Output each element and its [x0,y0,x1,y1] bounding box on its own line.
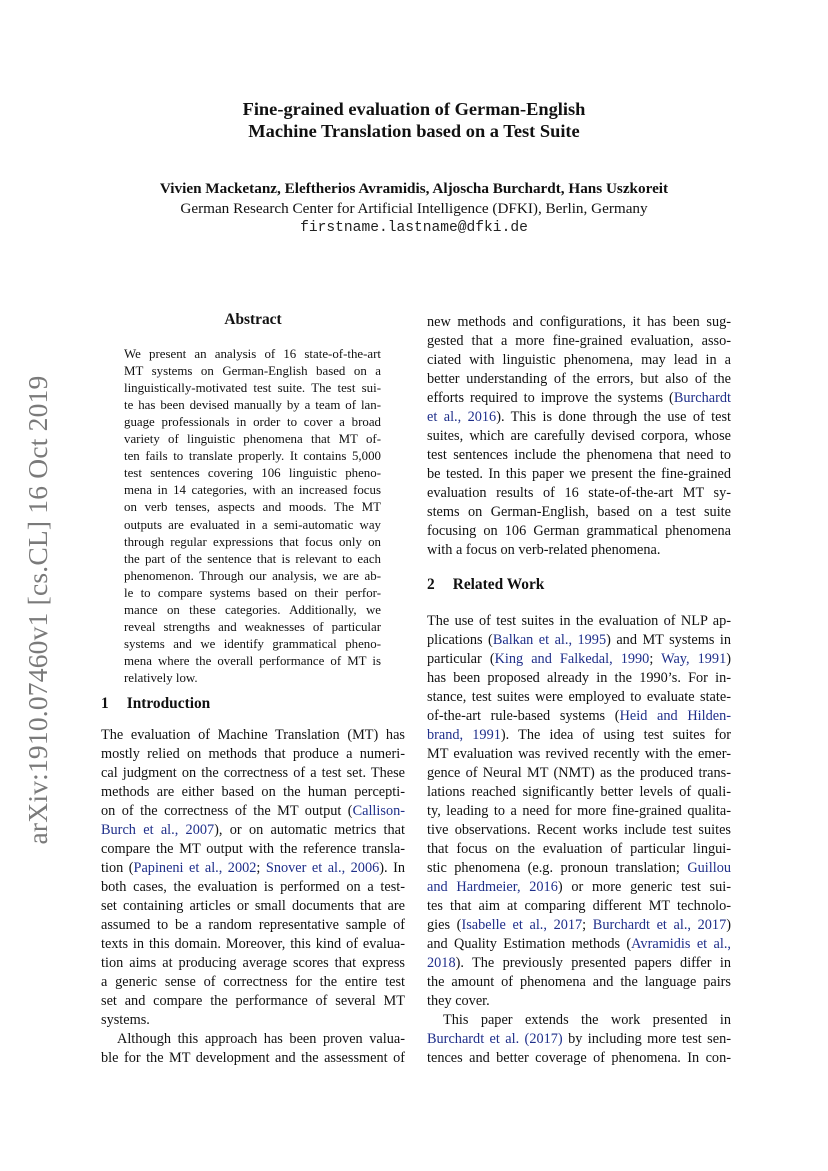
intro-line: both cases, the evaluation is performed on a test- [101,879,405,895]
intro-line: assumed to be a random representative sample of [101,917,405,933]
intro-line: focusing on 106 German grammatical phenomena [427,523,731,539]
citation-link[interactable]: brand, 1991 [427,727,501,743]
intro-line: efforts required to improve the systems (Burchardt [427,390,731,406]
intro-line: new methods and configurations, it has been sug- [427,314,731,330]
citation-link[interactable]: et al., 2016 [427,409,497,425]
related-line: 2018). The previously presented papers differ in [427,955,731,971]
intro-line: set containing articles or small documents that are [101,898,405,914]
related-line: tes that aim at comparing different MT technolo- [427,898,731,914]
related-line: Burchardt et al. (2017) by including more test sen- [427,1031,731,1047]
related-line: MT evaluation was revived recently with the emer- [427,746,731,762]
related-line: gies (Isabelle et al., 2017; Burchardt et al., 2017) [427,917,731,933]
section-1-number: 1 [101,695,109,712]
affiliation: German Research Center for Artificial Intelligence (DFKI), Berlin, Germany [180,200,648,217]
citation-link[interactable]: King and Falkedal, 1990 [494,651,650,667]
abstract-line: guage professionals in order to cover a broad [124,415,381,430]
abstract-line: systems and we identify grammatical pheno- [124,636,381,651]
paper-title-line-1: Fine-grained evaluation of German-English [242,99,586,119]
related-line: the amount of phenomena and the language pairs [427,974,731,990]
related-line: gence of Neural MT (NMT) as the produced trans- [427,765,731,781]
intro-line: a generic sense of correctness for the entire test [101,974,405,990]
related-line: that focus on the evaluation of particular lingui- [427,841,731,857]
intro-line: mostly relied on methods that produce a numeri- [101,746,405,762]
abstract-line: We present an analysis of 16 state-of-the-art [124,347,381,361]
abstract-line: variety of linguistic phenomena that MT of- [124,432,381,447]
intro-line: evaluation results of 16 state-of-the-art MT sy- [427,485,731,501]
intro-line: systems. [101,1012,150,1028]
citation-link[interactable]: Isabelle et al., 2017 [461,917,583,933]
intro-line: Burch et al., 2007), or on automatic metrics that [101,822,405,838]
related-line: and Quality Estimation methods (Avramidis et al., [427,936,731,952]
related-line: stic phenomena (e.g. pronoun translation; Guillou [427,860,731,876]
abstract-line: mance on these categories. Additionally, we [124,602,381,617]
abstract-line: ten fails to translate properly. It contains 5,000 [124,449,381,464]
citation-link[interactable]: Guillou [687,860,731,876]
intro-line: texts in this domain. Moreover, this kind of evalua- [101,936,405,952]
citation-link[interactable]: Heid and Hilden- [619,708,731,724]
abstract-line: outputs are evaluated in a semi-automatic way [124,517,381,532]
related-line: particular (King and Falkedal, 1990; Way, 1991) [427,651,731,667]
related-line: they cover. [427,993,490,1009]
intro-line: ble for the MT development and the assessment of [101,1050,405,1066]
citation-link[interactable]: and Hardmeier, 2016 [427,879,558,895]
related-line: plications (Balkan et al., 1995) and MT systems in [427,632,731,648]
citation-link[interactable]: Burch et al., 2007 [101,822,215,838]
abstract-line: MT systems on German-English based on a [124,364,381,379]
intro-line: with a focus on verb-related phenomena. [427,542,661,558]
abstract-heading: Abstract [224,311,282,328]
citation-link[interactable]: 2018 [427,955,456,971]
abstract-line: mena where the overall performance of MT is [124,653,381,668]
paper-title-line-2: Machine Translation based on a Test Suite [248,121,580,141]
intro-line: compare the MT output with the reference transla- [101,841,405,857]
related-line: tive observations. Recent works include test suites [427,822,731,838]
abstract-line: reveal strengths and weaknesses of particular [124,619,381,634]
related-line: tences and better coverage of phenomena. In con- [427,1050,731,1066]
citation-link[interactable]: Burchardt et al., 2017 [592,917,727,933]
section-2-heading [427,576,544,594]
abstract-line: mena in 14 categories, with an increased focus [124,483,381,498]
citation-link[interactable]: Papineni et al., 2002 [133,860,257,876]
related-line: The use of test suites in the evaluation of NLP ap- [427,613,731,629]
citation-link[interactable]: Burchardt et al. (2017) [427,1031,563,1047]
intro-line: The evaluation of Machine Translation (MT) has [101,727,405,743]
section-2-title: Related Work [452,576,545,593]
intro-line: better understanding of the errors, but also of the [427,371,731,387]
intro-line: et al., 2016). This is done through the use of test [427,409,731,425]
intro-line: ciated with linguistic phenomena, may lead in a [427,352,731,368]
abstract-line: test sentences covering 106 linguistic pheno- [124,466,381,481]
abstract-line: on verb tenses, aspects and moods. The MT [124,500,381,515]
abstract-line: phenomenon. Through our analysis, we are ab- [124,568,381,583]
intro-line: suites, which are carefully devised corpora, whose [427,428,731,444]
intro-line: gested that a more fine-grained evaluation, asso- [427,333,731,349]
arxiv-identifier-stamp: arXiv:1910.07460v1 [cs.CL] 16 Oct 2019 [22,375,53,845]
intro-line: Although this approach has been proven valua- [117,1031,405,1047]
citation-link[interactable]: Way, 1991 [661,651,727,667]
related-line: stance, test suites were employed to evaluate state- [427,689,731,705]
intro-line: test sentences include the phenomena that need to [427,447,731,463]
related-line: has been proposed already in the 1990’s. For in- [427,670,731,686]
related-line: of-the-art rule-based systems (Heid and Hilden- [427,708,731,724]
abstract-line: the part of the sentence that is relevant to each [124,551,381,566]
citation-link[interactable]: Burchardt [673,390,731,406]
abstract-line: relatively low. [124,670,198,685]
related-line: brand, 1991). The idea of using test suites for [427,727,731,743]
citation-link[interactable]: Avramidis et al., [631,936,731,952]
contact-email: firstname.lastname@dfki.de [300,220,528,236]
intro-line: tion (Papineni et al., 2002; Snover et al., 2006). In [101,860,405,876]
related-line: lations reached significantly better levels of quali- [427,784,731,800]
intro-line: on of the correctness of the MT output (Callison- [101,803,405,819]
related-line: This paper extends the work presented in [443,1012,731,1028]
abstract-line: linguistically-motivated test suite. The test sui- [124,381,381,396]
abstract-line: te has been devised manually by a team of lan- [124,398,381,413]
related-line: and Hardmeier, 2016) or more generic test sui- [427,879,731,895]
section-1-title: Introduction [126,695,211,712]
related-line: ty, leading to a need for more fine-grained qualita- [427,803,731,819]
intro-line: set and compare the performance of several MT [101,993,405,1009]
intro-line: methods are either based on the human percepti- [101,784,405,800]
citation-link[interactable]: Balkan et al., 1995 [492,632,607,648]
intro-line: be tested. In this paper we present the fine-grained [427,466,731,482]
citation-link[interactable]: Snover et al., 2006 [265,860,380,876]
intro-line: tion aims at producing average scores that express [101,955,405,971]
intro-line: stems on German-English, based on a test suite [427,504,731,520]
abstract-line: through regular expressions that focus only on [124,534,381,549]
citation-link[interactable]: Callison- [352,803,405,819]
intro-line: cal judgment on the correctness of a test set. These [101,765,405,781]
section-2-number: 2 [427,576,435,593]
author-list: Vivien Macketanz, Eleftherios Avramidis, Aljoscha Burchardt, Hans Uszkoreit [159,180,669,197]
abstract-line: le to compare systems based on their perfor- [124,585,381,600]
section-1-heading [101,695,210,713]
